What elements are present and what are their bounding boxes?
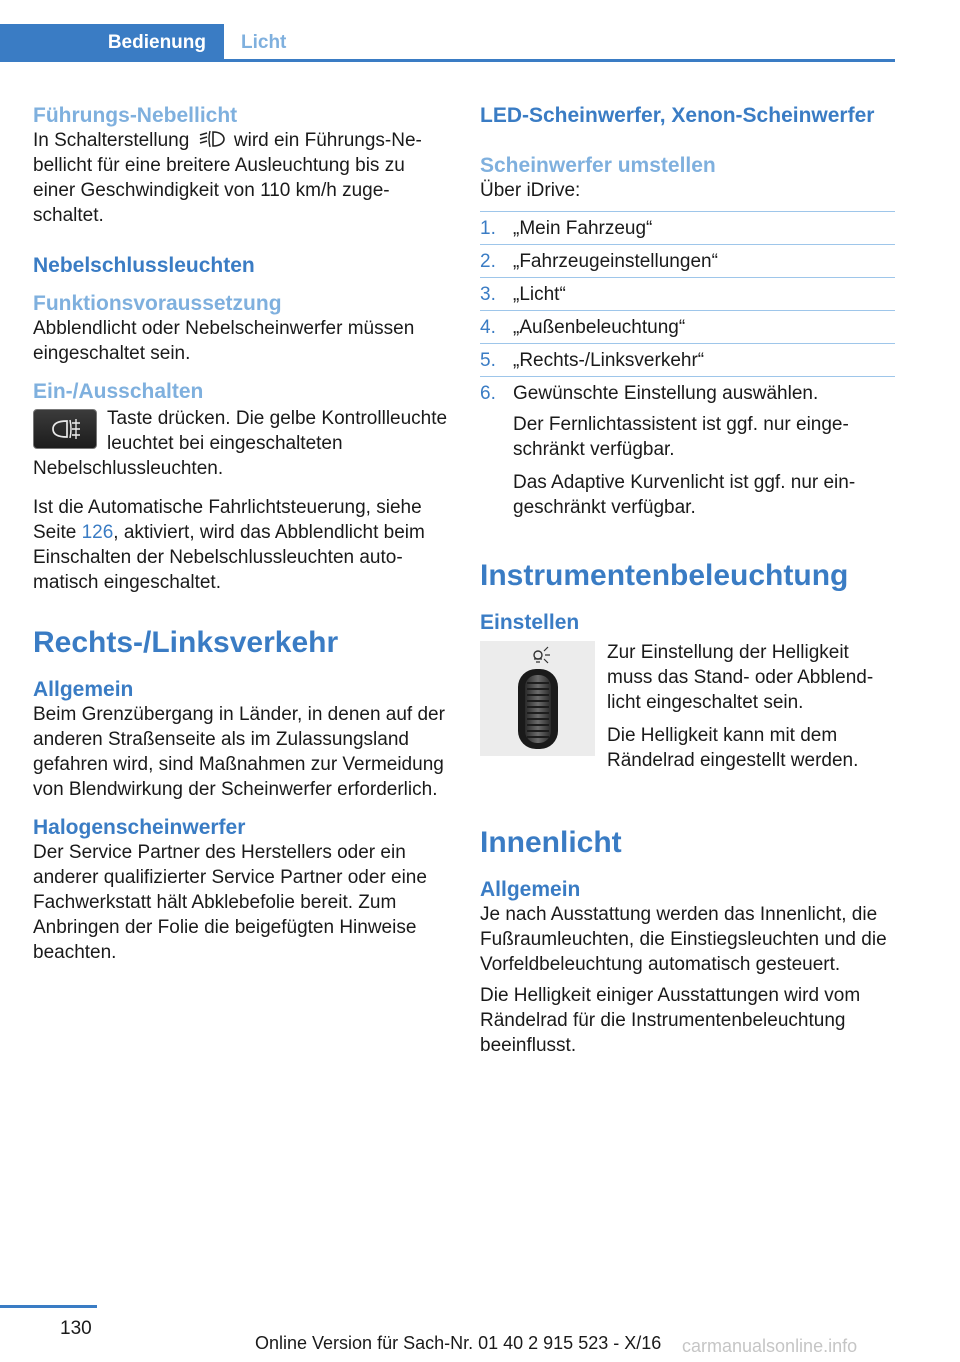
heading-halogenscheinwerfer: Halogenscheinwerfer bbox=[33, 816, 246, 839]
heading-nebelschlussleuchten: Nebelschlussleuchten bbox=[33, 254, 255, 277]
text-automatische-fahrlicht bbox=[33, 495, 448, 595]
list-rule bbox=[480, 211, 895, 212]
list-rule bbox=[480, 310, 895, 311]
step-number: 3. bbox=[480, 284, 496, 305]
step-text: „Rechts-/Linksverkehr“ bbox=[513, 350, 705, 371]
heading-fuehrungs-nebellicht: Führungs-Nebellicht bbox=[33, 104, 238, 127]
step6-note-kurvenlicht: Das Adaptive Kurvenlicht ist ggf. nur eingeschränkt verfügbar. bbox=[513, 472, 856, 518]
list-item bbox=[480, 249, 895, 274]
tab-bedienung[interactable] bbox=[0, 24, 224, 62]
text-auto-b: , aktiviert, wird das Abblendlicht beim Einschalten der Nebelschlussleuchten automatisch eingeschaltet. bbox=[33, 522, 425, 593]
heading-funktionsvoraussetzung: Funktionsvoraussetzung bbox=[33, 292, 282, 315]
text-halogenscheinwerfer: Der Service Partner des Herstellers oder ein anderer qualifizierter Service Partner oder eine Fachwerkstatt hält Abklebefolie bereit. Zum Anbringen der Folie die beigefügten Hinweise beachten. bbox=[33, 842, 427, 963]
text-innenlicht-2: Die Helligkeit einiger Ausstattungen wird vom Rändelrad für die Instrumentenbeleuchtung beeinflusst. bbox=[480, 985, 861, 1056]
text-innenlicht-1: Je nach Ausstattung werden das Innenlicht, die Fußraumleuchten, die Einstiegsleuchten und die Vorfeldbeleuchtung automatisch gesteuert. bbox=[480, 904, 887, 975]
heading-allgemein-rl: Allgemein bbox=[33, 678, 134, 701]
fog-light-switch-icon bbox=[197, 129, 227, 149]
link-seite-126[interactable]: 126 bbox=[81, 522, 114, 543]
step-text: „Mein Fahrzeug“ bbox=[513, 218, 653, 239]
heading-scheinwerfer-umstellen: Scheinwerfer umstellen bbox=[480, 154, 716, 177]
footer-rule bbox=[0, 1305, 97, 1308]
page-number: 130 bbox=[60, 1318, 92, 1339]
text-ein-ausschalten: Taste drücken. Die gelbe Kontrollleuchte leuchtet bei eingeschalteten Nebelschlussleuchten. bbox=[33, 408, 448, 479]
text-funktionsvoraussetzung: Abblendlicht oder Nebelscheinwerfer müssen eingeschaltet sein. bbox=[33, 318, 415, 364]
heading-ein-ausschalten: Ein-/Ausschalten bbox=[33, 380, 204, 403]
rear-fog-light-button-icon bbox=[33, 409, 97, 449]
tab-licht[interactable]: Licht bbox=[241, 32, 287, 53]
step-text: „Licht“ bbox=[513, 284, 566, 305]
list-item bbox=[480, 315, 895, 340]
left-column bbox=[33, 103, 448, 965]
list-rule bbox=[480, 244, 895, 245]
step6-note-fernlicht: Der Fernlichtassistent ist ggf. nur eingeschränkt verfügbar. bbox=[513, 414, 849, 460]
einstellen-block bbox=[480, 641, 895, 773]
text-fuehrungs-nebellicht bbox=[33, 128, 448, 228]
list-rule bbox=[480, 277, 895, 278]
list-item bbox=[480, 282, 895, 307]
step-text: „Außenbeleuchtung“ bbox=[513, 317, 686, 338]
step-number: 2. bbox=[480, 251, 496, 272]
text-auto-a: Ist die Automatische Fahrlichtsteuerung, siehe Seite bbox=[33, 497, 422, 543]
step-number: 6. bbox=[480, 383, 496, 404]
dimmer-thumbwheel-icon bbox=[480, 641, 595, 756]
heading-innenlicht: Innenlicht bbox=[480, 826, 622, 859]
text-einstellen-1: Zur Einstellung der Helligkeit muss das Stand- oder Abblendlicht eingeschaltet sein. bbox=[607, 642, 874, 713]
right-column bbox=[480, 103, 895, 1058]
heading-allgemein-innen: Allgemein bbox=[480, 878, 581, 901]
step-text: „Fahrzeugeinstellungen“ bbox=[513, 251, 718, 272]
heading-led-xenon: LED-Scheinwerfer, Xenon-Scheinwerfer bbox=[480, 104, 875, 127]
step-text: Gewünschte Einstellung auswählen. bbox=[513, 383, 819, 404]
watermark: carmanualsonline.info bbox=[682, 1336, 858, 1356]
heading-rechts-linksverkehr: Rechts-/Linksverkehr bbox=[33, 626, 339, 659]
list-rule bbox=[480, 343, 895, 344]
list-item bbox=[480, 348, 895, 373]
footer-online-version: Online Version für Sach-Nr. 01 40 2 915 523 - X/16 bbox=[255, 1333, 662, 1353]
text-einstellen-2: Die Helligkeit kann mit dem Rändelrad eingestellt werden. bbox=[607, 725, 859, 771]
header-rule bbox=[0, 59, 895, 62]
text-fuehrung-a: In Schalterstellung bbox=[33, 130, 195, 151]
text-allgemein-rl: Beim Grenzübergang in Länder, in denen auf der anderen Straßenseite als im Zulassungsland gefahren wird, sind Maßnahmen zur Vermeidung von Blendwirkung der Scheinwerfer erforderlich. bbox=[33, 704, 445, 800]
step-number: 1. bbox=[480, 218, 496, 239]
text-ein-ausschalten-block bbox=[33, 406, 448, 481]
tab-bedienung-label: Bedienung bbox=[107, 32, 206, 53]
heading-instrumentenbeleuchtung: Instrumentenbeleuchtung bbox=[480, 559, 849, 592]
page-header bbox=[0, 24, 895, 62]
list-rule bbox=[480, 376, 895, 377]
list-item bbox=[480, 381, 895, 406]
step-number: 5. bbox=[480, 350, 496, 371]
list-item bbox=[480, 216, 895, 241]
steps-list bbox=[480, 216, 895, 406]
heading-einstellen: Einstellen bbox=[480, 611, 580, 634]
text-idrive: Über iDrive: bbox=[480, 180, 581, 201]
step-number: 4. bbox=[480, 317, 496, 338]
text-fuehrung-b: wird ein Führungs-Nebellicht für eine breitere Ausleuchtung bis zu einer Geschwindigkeit von 110 km/h zugeschaltet. bbox=[33, 130, 422, 226]
